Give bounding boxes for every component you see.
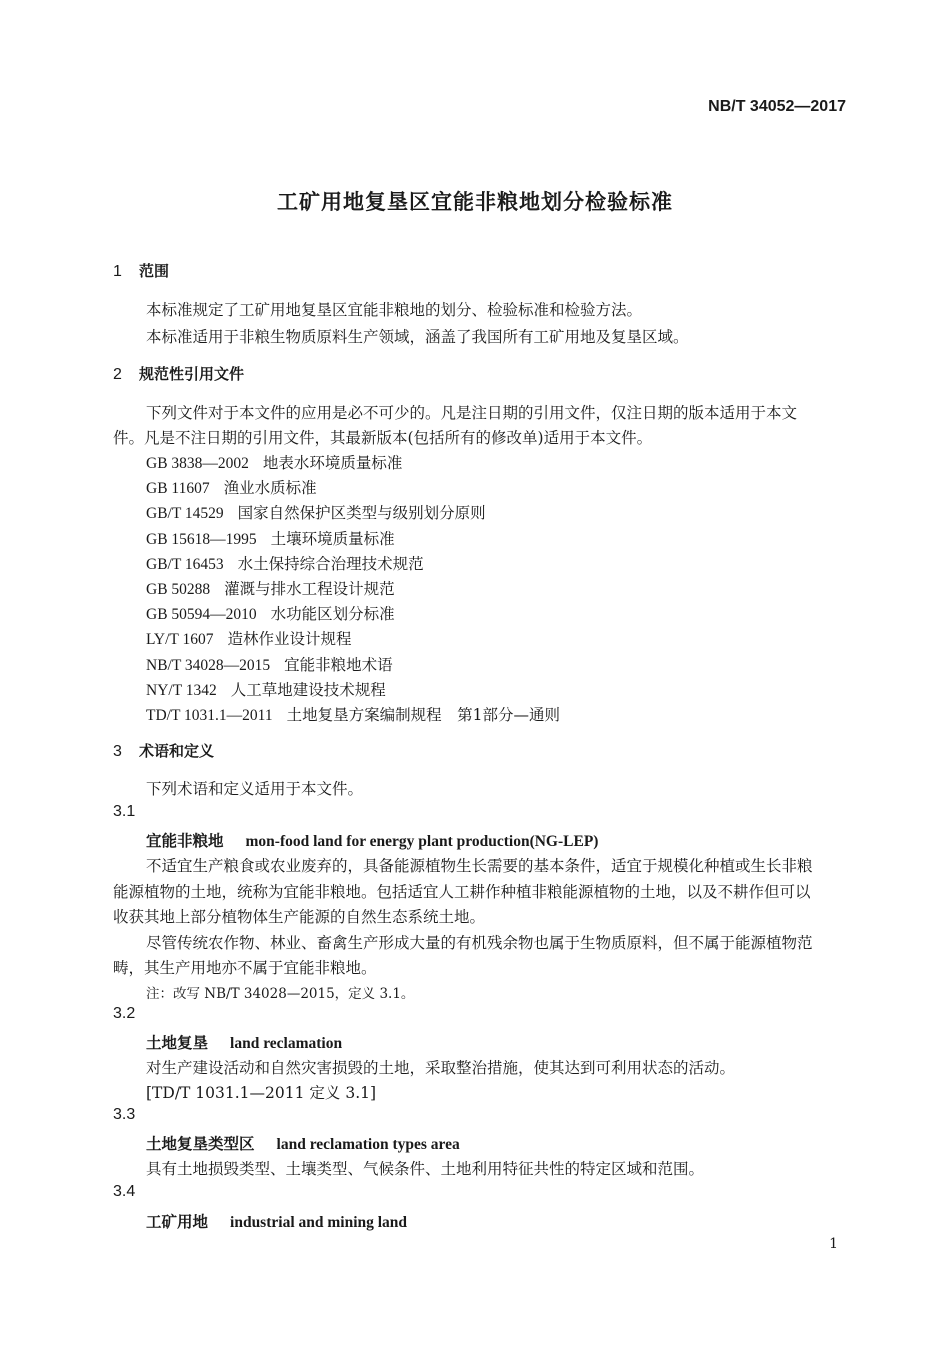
reference-item: GB/T 16453 水土保持综合治理技术规范: [146, 554, 424, 573]
reference-item: GB/T 14529 国家自然保护区类型与级别划分原则: [146, 504, 486, 523]
paragraph: 本标准适用于非粮生物质原料生产领域，涵盖了我国所有工矿用地及复垦区域。: [146, 328, 689, 346]
section-number: 2: [113, 366, 122, 383]
term-chinese: 土地复垦: [146, 1034, 209, 1052]
term-chinese: 土地复垦类型区: [146, 1135, 255, 1153]
term-heading: [146, 1031, 342, 1053]
reference-item: NY/T 1342 人工草地建设技术规程: [146, 680, 386, 699]
section-3-heading: [113, 740, 214, 761]
note: 注：改写 NB/T 34028—2015，定义 3.1。: [146, 986, 415, 1002]
term-heading: [146, 1132, 460, 1154]
section-number: 3: [113, 743, 122, 760]
standard-number: NB/T 34052—2017: [708, 98, 846, 115]
term-heading: [146, 829, 598, 851]
reference-item: GB 50288 灌溉与排水工程设计规范: [146, 580, 395, 599]
term-number: 3.4: [113, 1183, 136, 1200]
term-english: mon-food land for energy plant production(NG-LEP): [245, 833, 599, 850]
term-english: land reclamation: [230, 1035, 343, 1052]
reference-item: NB/T 34028—2015 宜能非粮地术语: [146, 655, 393, 674]
definition-line: 不适宜生产粮食或农业废弃的，具备能源植物生长需要的基本条件，适宜于规模化种植或生长非粮: [146, 857, 813, 875]
section-1-heading: [113, 260, 169, 281]
definition-line: 尽管传统农作物、林业、畜禽生产形成大量的有机残余物也属于生物质原料，但不属于能源植物范: [146, 934, 813, 952]
section-number: 1: [113, 263, 122, 280]
term-number: 3.1: [113, 803, 136, 820]
reference-item: LY/T 1607 造林作业设计规程: [146, 630, 352, 649]
paragraph: 本标准规定了工矿用地复垦区宜能非粮地的划分、检验标准和检验方法。: [146, 301, 643, 319]
term-number: 3.2: [113, 1005, 136, 1022]
source-reference: [TD/T 1031.1—2011 定义 3.1]: [146, 1084, 377, 1102]
document-title: 工矿用地复垦区宜能非粮地划分检验标准: [277, 190, 673, 214]
section-title: 规范性引用文件: [139, 365, 245, 383]
definition-line: 对生产建设活动和自然灾害损毁的土地，采取整治措施，使其达到可利用状态的活动。: [146, 1059, 736, 1077]
term-english: land reclamation types area: [276, 1136, 460, 1153]
term-heading: [146, 1210, 407, 1232]
paragraph-line: 件。凡是不注日期的引用文件，其最新版本(包括所有的修改单)适用于本文件。: [113, 429, 653, 447]
paragraph-line: 下列文件对于本文件的应用是必不可少的。凡是注日期的引用文件，仅注日期的版本适用于本文: [146, 404, 798, 422]
section-title: 范围: [139, 262, 170, 280]
definition-line: 能源植物的土地，统称为宜能非粮地。包括适宜人工耕作种植非粮能源植物的土地，以及不耕作但可以: [113, 883, 811, 901]
reference-item: GB 50594—2010 水功能区划分标准: [146, 605, 395, 624]
definition-line: 具有土地损毁类型、土壤类型、气候条件、土地利用特征共性的特定区域和范围。: [146, 1160, 705, 1178]
section-2-heading: [113, 363, 244, 384]
page-number: 1: [829, 1236, 838, 1252]
paragraph: 下列术语和定义适用于本文件。: [146, 780, 364, 798]
definition-line: 畴，其生产用地亦不属于宜能非粮地。: [113, 959, 377, 977]
reference-item: GB 15618—1995 土壤环境质量标准: [146, 529, 395, 548]
reference-item: GB 11607 渔业水质标准: [146, 479, 317, 498]
term-number: 3.3: [113, 1106, 136, 1123]
term-chinese: 宜能非粮地: [146, 832, 224, 850]
reference-item: TD/T 1031.1—2011 土地复垦方案编制规程 第1部分—通则: [146, 706, 560, 725]
term-chinese: 工矿用地: [146, 1213, 209, 1231]
definition-line: 收获其地上部分植物体生产能源的自然生态系统土地。: [113, 908, 486, 926]
term-english: industrial and mining land: [230, 1214, 408, 1231]
reference-item: GB 3838—2002 地表水环境质量标准: [146, 454, 403, 472]
reference-list: [146, 451, 560, 728]
section-title: 术语和定义: [139, 742, 215, 760]
